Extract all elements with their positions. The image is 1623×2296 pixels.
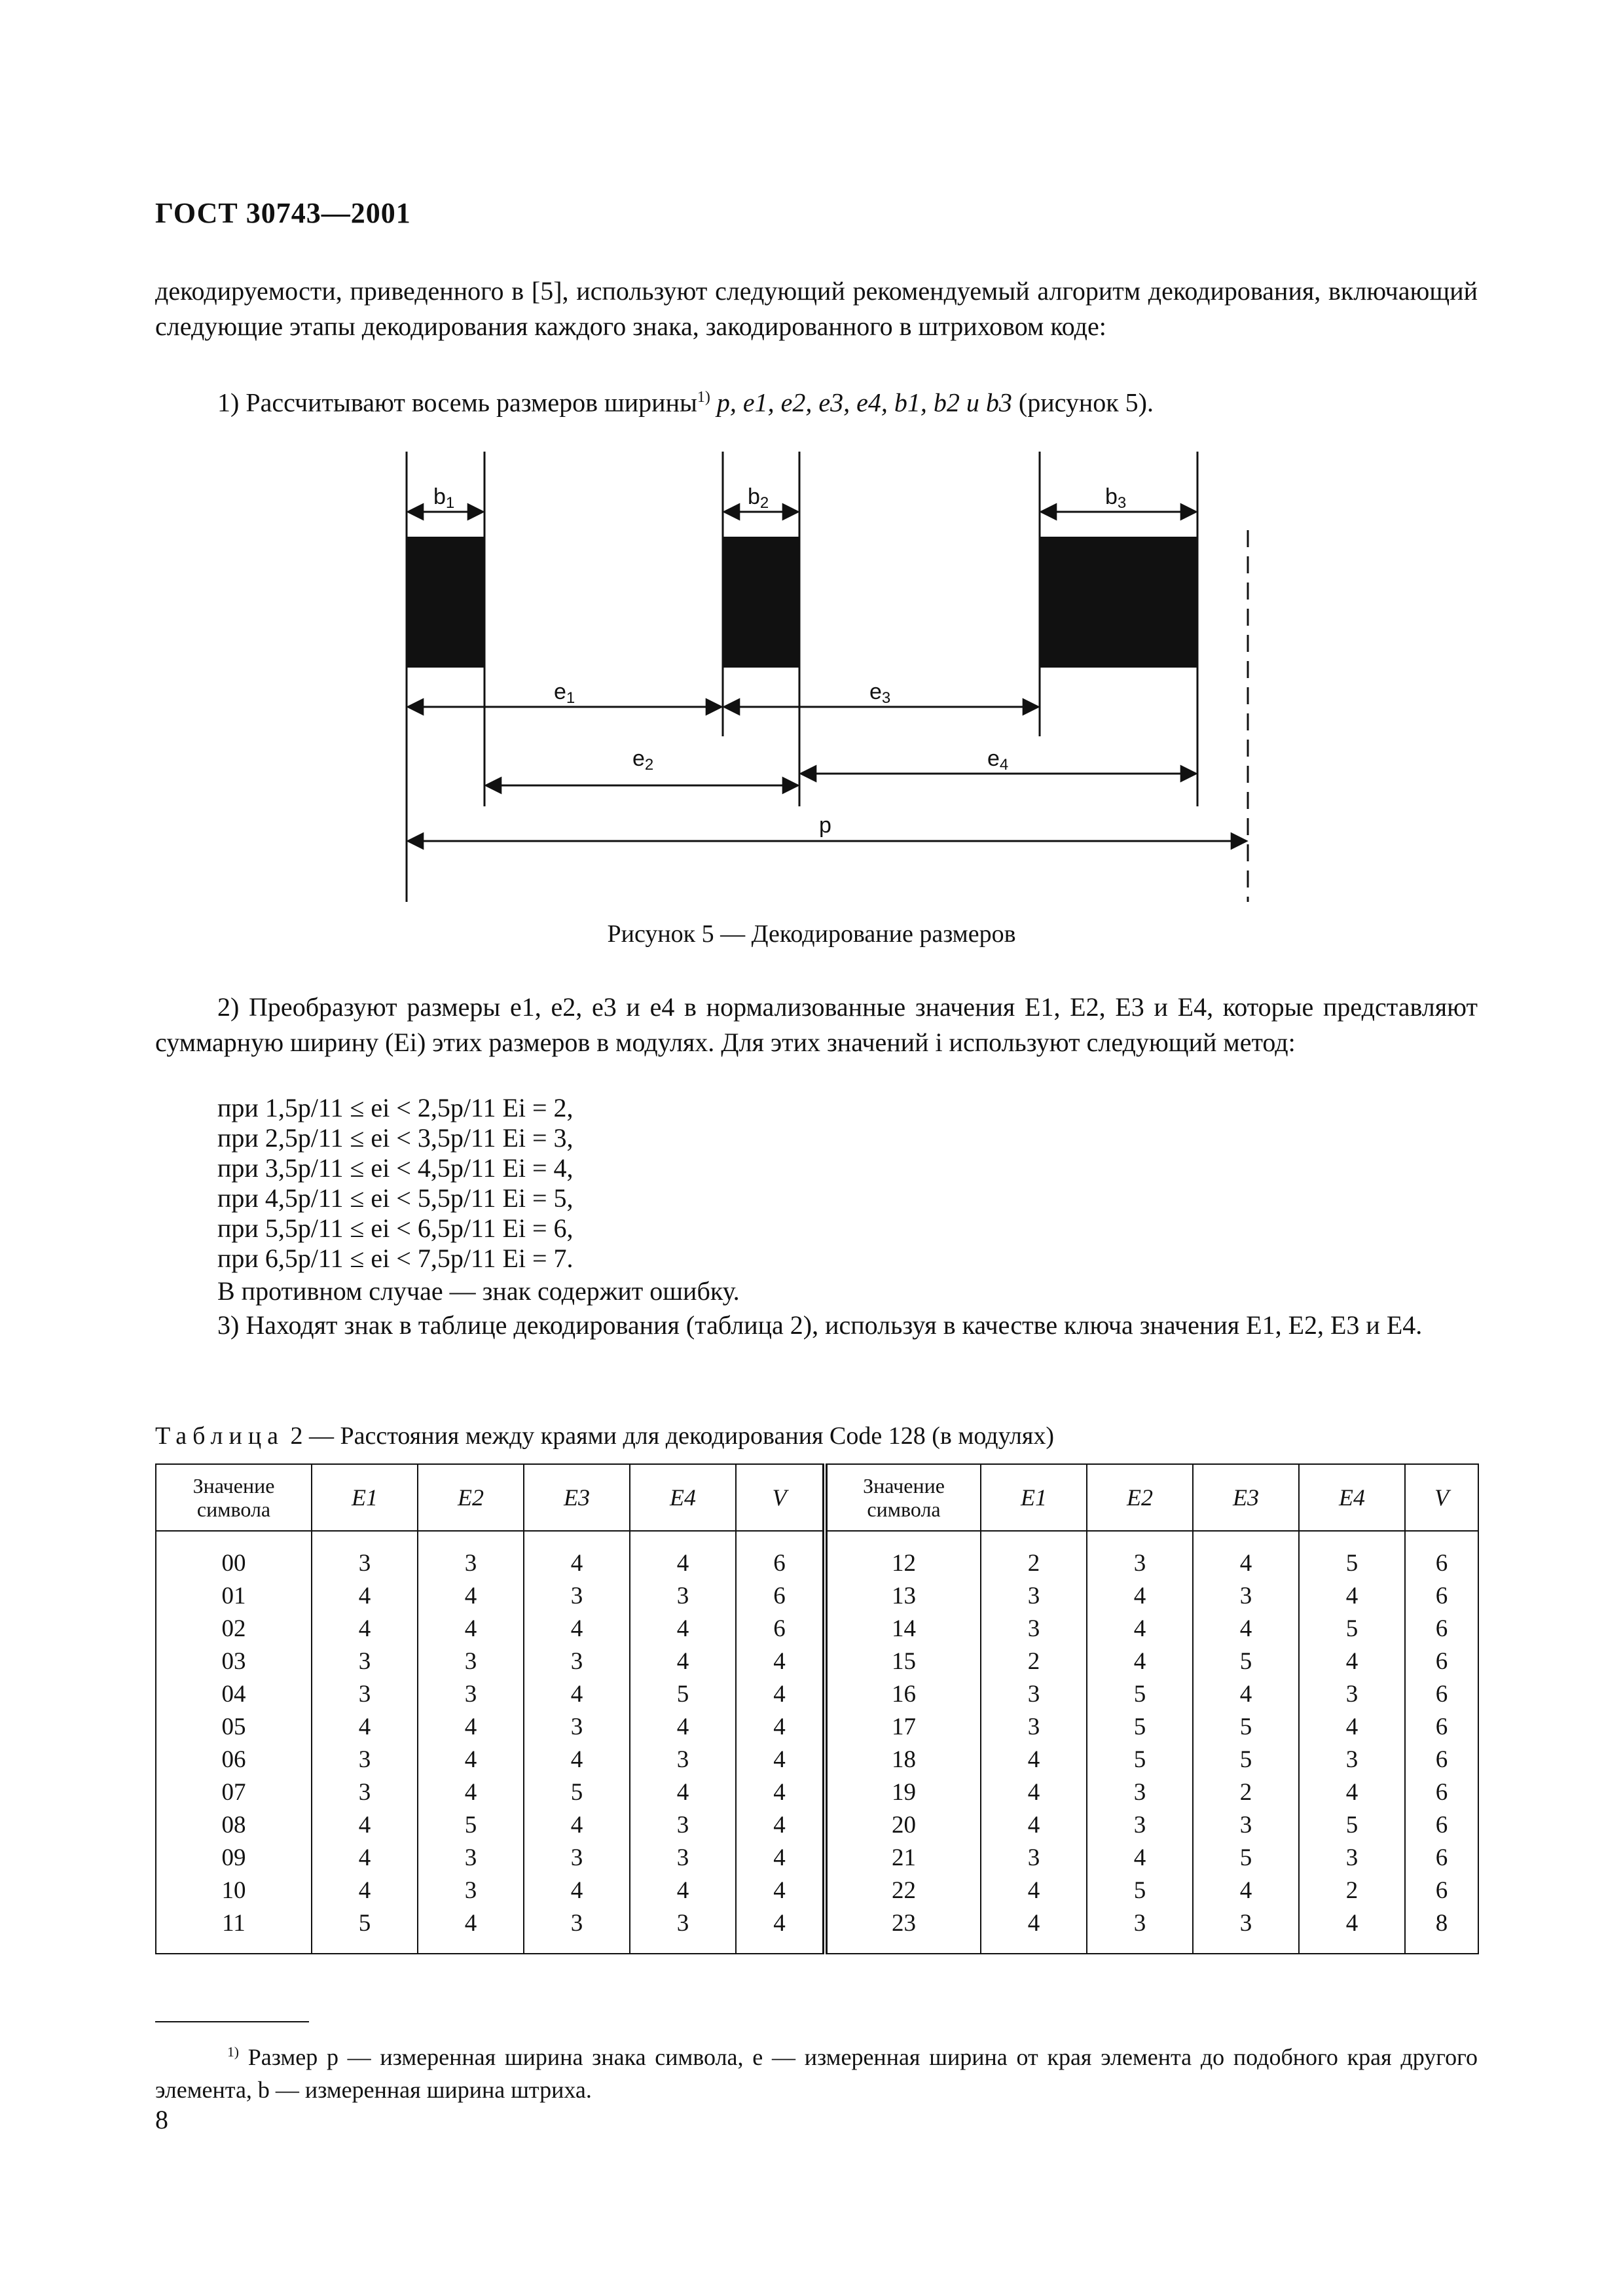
col-header-e1: E1 [981, 1464, 1087, 1531]
table-cell: 3 [1087, 1907, 1193, 1954]
bar-2 [723, 537, 799, 668]
table-cell: 4 [630, 1776, 736, 1809]
table-cell: 3 [1193, 1907, 1299, 1954]
condition-line: при 4,5p/11 ≤ ei < 5,5p/11 Ei = 5, [217, 1183, 574, 1213]
table-cell: 4 [981, 1874, 1087, 1907]
col-header-e3: E3 [524, 1464, 630, 1531]
table-cell: 4 [524, 1874, 630, 1907]
table-cell: 3 [312, 1531, 418, 1580]
table-cell: 2 [981, 1531, 1087, 1580]
table-cell: 4 [524, 1613, 630, 1645]
table-cell: 3 [1087, 1809, 1193, 1842]
table-cell: 15 [825, 1645, 981, 1678]
table-cell: 3 [312, 1678, 418, 1711]
label-e2: e2 [632, 746, 654, 774]
condition-line: при 1,5p/11 ≤ ei < 2,5p/11 Ei = 2, [217, 1093, 574, 1122]
table-row [156, 1711, 1478, 1744]
table-cell: 4 [736, 1711, 825, 1744]
table-cell: 5 [1193, 1842, 1299, 1874]
page-number: 8 [155, 2105, 168, 2134]
condition-line: при 5,5p/11 ≤ ei < 6,5p/11 Ei = 6, [217, 1213, 574, 1243]
table-cell: 5 [1193, 1645, 1299, 1678]
table-cell: 20 [825, 1809, 981, 1842]
table-cell: 01 [156, 1580, 312, 1613]
table-header-row [156, 1464, 1478, 1531]
table-cell: 4 [736, 1645, 825, 1678]
table-cell: 4 [981, 1809, 1087, 1842]
table-cell: 3 [981, 1613, 1087, 1645]
bar-3 [1040, 537, 1197, 668]
table-row [156, 1842, 1478, 1874]
intro-paragraph: декодируемости, приведенного в [5], используют следующий рекомендуемый алгоритм декодирования, включающий следующие этапы декодирования каждого знака, закодированного в штриховом коде: [155, 276, 1478, 341]
table-cell: 6 [1405, 1809, 1478, 1842]
table-cell: 3 [630, 1744, 736, 1776]
table-cell: 5 [312, 1907, 418, 1954]
table-cell: 06 [156, 1744, 312, 1776]
table-cell: 4 [524, 1809, 630, 1842]
condition-list [217, 1093, 574, 1274]
label-e4: e4 [987, 746, 1009, 774]
table-cell: 6 [736, 1580, 825, 1613]
table-cell: 6 [1405, 1531, 1478, 1580]
table-cell: 3 [312, 1776, 418, 1809]
table-cell: 3 [524, 1580, 630, 1613]
condition-line: при 6,5p/11 ≤ ei < 7,5p/11 Ei = 7. [217, 1244, 574, 1273]
table-cell: 6 [1405, 1678, 1478, 1711]
table-cell: 4 [1087, 1613, 1193, 1645]
table-cell: 6 [736, 1531, 825, 1580]
table-cell: 3 [981, 1711, 1087, 1744]
bar-1 [407, 537, 484, 668]
table-cell: 4 [1193, 1678, 1299, 1711]
table-cell: 3 [312, 1744, 418, 1776]
table-cell: 6 [1405, 1580, 1478, 1613]
table-cell: 3 [418, 1842, 524, 1874]
table-cell: 2 [1299, 1874, 1405, 1907]
table-cell: 4 [1299, 1645, 1405, 1678]
table-cell: 3 [1087, 1776, 1193, 1809]
table-cell: 6 [1405, 1645, 1478, 1678]
table-row [156, 1744, 1478, 1776]
table-cell: 4 [418, 1613, 524, 1645]
table-cell: 3 [418, 1678, 524, 1711]
table-cell: 5 [1299, 1809, 1405, 1842]
table-cell: 4 [524, 1744, 630, 1776]
table-cell: 4 [1299, 1580, 1405, 1613]
table-cell: 4 [1087, 1580, 1193, 1613]
footnote-mark: 1) [227, 2044, 239, 2060]
table-cell: 3 [1299, 1678, 1405, 1711]
table-cell: 5 [418, 1809, 524, 1842]
table-cell: 4 [736, 1874, 825, 1907]
table-cell: 19 [825, 1776, 981, 1809]
table-cell: 4 [1299, 1776, 1405, 1809]
bars [407, 537, 1197, 668]
table-cell: 3 [524, 1907, 630, 1954]
table-caption [155, 1422, 1054, 1450]
table-cell: 4 [736, 1809, 825, 1842]
table-cell: 4 [1193, 1531, 1299, 1580]
table-cell: 5 [1193, 1711, 1299, 1744]
table-cell: 4 [630, 1613, 736, 1645]
table-caption-text: 2 — Расстояния между краями для декодирования Code 128 (в модулях) [284, 1422, 1055, 1450]
table-cell: 3 [418, 1531, 524, 1580]
table-cell: 5 [1087, 1874, 1193, 1907]
table-cell: 6 [1405, 1776, 1478, 1809]
table-cell: 12 [825, 1531, 981, 1580]
table-cell: 16 [825, 1678, 981, 1711]
table-cell: 3 [524, 1645, 630, 1678]
table-cell: 07 [156, 1776, 312, 1809]
table-cell: 3 [981, 1580, 1087, 1613]
table-cell: 4 [312, 1842, 418, 1874]
table-cell: 4 [981, 1907, 1087, 1954]
table-cell: 4 [312, 1613, 418, 1645]
table-cell: 4 [1299, 1907, 1405, 1954]
table-cell: 4 [736, 1776, 825, 1809]
table-cell: 4 [981, 1776, 1087, 1809]
label-p: p [819, 813, 831, 838]
table-cell: 3 [1193, 1809, 1299, 1842]
step-1-ref: (рисунок 5). [1018, 387, 1154, 418]
table-cell: 5 [1193, 1744, 1299, 1776]
table-cell: 10 [156, 1874, 312, 1907]
col-header-v: V [736, 1464, 825, 1531]
label-b2: b2 [748, 484, 769, 512]
table-cell: 5 [1299, 1613, 1405, 1645]
table-cell: 4 [736, 1907, 825, 1954]
col-header-e2: E2 [1087, 1464, 1193, 1531]
table-cell: 3 [312, 1645, 418, 1678]
step-3-paragraph: 3) Находят знак в таблице декодирования (таблица 2), используя в качестве ключа значения E1, E2, E3 и E4. [217, 1310, 1423, 1340]
table-cell: 5 [524, 1776, 630, 1809]
table-cell: 3 [630, 1580, 736, 1613]
label-e1: e1 [554, 679, 575, 707]
table-cell: 4 [418, 1907, 524, 1954]
col-header-e2: E2 [418, 1464, 524, 1531]
table-cell: 4 [630, 1874, 736, 1907]
table-cell: 14 [825, 1613, 981, 1645]
label-b3: b3 [1105, 484, 1127, 512]
table-cell: 02 [156, 1613, 312, 1645]
table-cell: 8 [1405, 1907, 1478, 1954]
table-cell: 11 [156, 1907, 312, 1954]
table-cell: 4 [1087, 1842, 1193, 1874]
table-cell: 4 [1193, 1874, 1299, 1907]
table-caption-word: Таблица [155, 1422, 285, 1450]
condition-line: при 2,5p/11 ≤ ei < 3,5p/11 Ei = 3, [217, 1123, 574, 1153]
table-cell: 4 [312, 1809, 418, 1842]
table-cell: 6 [1405, 1874, 1478, 1907]
table-cell: 6 [1405, 1711, 1478, 1744]
col-header-e4: E4 [630, 1464, 736, 1531]
table-row [156, 1874, 1478, 1907]
table-row [156, 1613, 1478, 1645]
table-cell: 3 [630, 1809, 736, 1842]
col-header-e1: E1 [312, 1464, 418, 1531]
label-e3: e3 [869, 679, 891, 707]
table-cell: 05 [156, 1711, 312, 1744]
table-cell: 18 [825, 1744, 981, 1776]
table-row [156, 1580, 1478, 1613]
table-cell: 3 [981, 1678, 1087, 1711]
table-cell: 4 [630, 1531, 736, 1580]
table-cell: 6 [1405, 1613, 1478, 1645]
table-cell: 3 [630, 1907, 736, 1954]
table-cell: 4 [736, 1744, 825, 1776]
figure-caption: Рисунок 5 — Декодирование размеров [607, 920, 1016, 948]
table-cell: 4 [312, 1580, 418, 1613]
step-1-text: 1) Рассчитывают восемь размеров ширины [217, 387, 697, 418]
table-cell: 5 [630, 1678, 736, 1711]
footnote-ref: 1) [697, 389, 710, 406]
table-cell: 2 [1193, 1776, 1299, 1809]
table-cell: 21 [825, 1842, 981, 1874]
document-header: ГОСТ 30743—2001 [155, 197, 411, 229]
table-cell: 4 [630, 1711, 736, 1744]
table-cell: 4 [736, 1678, 825, 1711]
table-cell: 3 [418, 1645, 524, 1678]
table-cell: 4 [312, 1874, 418, 1907]
table-cell: 4 [736, 1842, 825, 1874]
footnote-text: Размер p — измеренная ширина знака символа, e — измеренная ширина от края элемента до подобного края другого элемента, b — измеренная ширина штриха. [155, 2044, 1478, 2103]
table-cell: 4 [312, 1711, 418, 1744]
table-cell: 5 [1299, 1531, 1405, 1580]
col-header-symbol: Значение символа [156, 1464, 312, 1531]
table-cell: 4 [418, 1776, 524, 1809]
table-cell: 6 [1405, 1744, 1478, 1776]
table-cell: 3 [1193, 1580, 1299, 1613]
table-cell: 4 [1299, 1711, 1405, 1744]
table-row [156, 1531, 1478, 1580]
table-cell: 3 [524, 1842, 630, 1874]
figure-5-diagram [0, 0, 1623, 916]
table-cell: 08 [156, 1809, 312, 1842]
table-cell: 3 [981, 1842, 1087, 1874]
col-header-v: V [1405, 1464, 1478, 1531]
table-cell: 3 [630, 1842, 736, 1874]
table-row [156, 1776, 1478, 1809]
table-cell: 5 [1087, 1678, 1193, 1711]
step-2-paragraph: 2) Преобразуют размеры e1, e2, e3 и e4 в нормализованные значения E1, E2, E3 и E4, которые представляют суммарную ширину (Ei) этих размеров в модулях. Для этих значений i используют следующий метод: [155, 992, 1478, 1057]
table-cell: 00 [156, 1531, 312, 1580]
table-cell: 3 [1087, 1531, 1193, 1580]
table-cell: 6 [736, 1613, 825, 1645]
table-cell: 3 [524, 1711, 630, 1744]
table-cell: 4 [630, 1645, 736, 1678]
table-row [156, 1907, 1478, 1954]
table-cell: 3 [1299, 1744, 1405, 1776]
col-header-e3: E3 [1193, 1464, 1299, 1531]
col-header-e4: E4 [1299, 1464, 1405, 1531]
table-cell: 4 [418, 1580, 524, 1613]
table-cell: 03 [156, 1645, 312, 1678]
table-cell: 5 [1087, 1744, 1193, 1776]
table-cell: 3 [1299, 1842, 1405, 1874]
table-cell: 6 [1405, 1842, 1478, 1874]
col-header-symbol: Значение символа [825, 1464, 981, 1531]
otherwise-line: В противном случае — знак содержит ошибку. [217, 1276, 740, 1306]
footnote-rule [155, 2021, 309, 2022]
table-cell: 4 [418, 1711, 524, 1744]
table-cell: 4 [1087, 1645, 1193, 1678]
table-row [156, 1809, 1478, 1842]
table-cell: 4 [524, 1678, 630, 1711]
table-cell: 09 [156, 1842, 312, 1874]
table-cell: 5 [1087, 1711, 1193, 1744]
table-cell: 3 [418, 1874, 524, 1907]
footnote [155, 2036, 1478, 2106]
table-cell: 13 [825, 1580, 981, 1613]
step-1-vars: p, e1, e2, e3, e4, b1, b2 и b3 [716, 387, 1012, 418]
table-cell: 17 [825, 1711, 981, 1744]
label-b1: b1 [433, 484, 455, 512]
table-cell: 04 [156, 1678, 312, 1711]
table-cell: 22 [825, 1874, 981, 1907]
table-cell: 23 [825, 1907, 981, 1954]
table-cell: 4 [418, 1744, 524, 1776]
table-cell: 4 [524, 1531, 630, 1580]
table-cell: 4 [1193, 1613, 1299, 1645]
condition-line: при 3,5p/11 ≤ ei < 4,5p/11 Ei = 4, [217, 1153, 574, 1183]
table-cell: 2 [981, 1645, 1087, 1678]
table-row [156, 1678, 1478, 1711]
table-row [156, 1645, 1478, 1678]
decoding-table [155, 1463, 1479, 1954]
table-cell: 4 [981, 1744, 1087, 1776]
